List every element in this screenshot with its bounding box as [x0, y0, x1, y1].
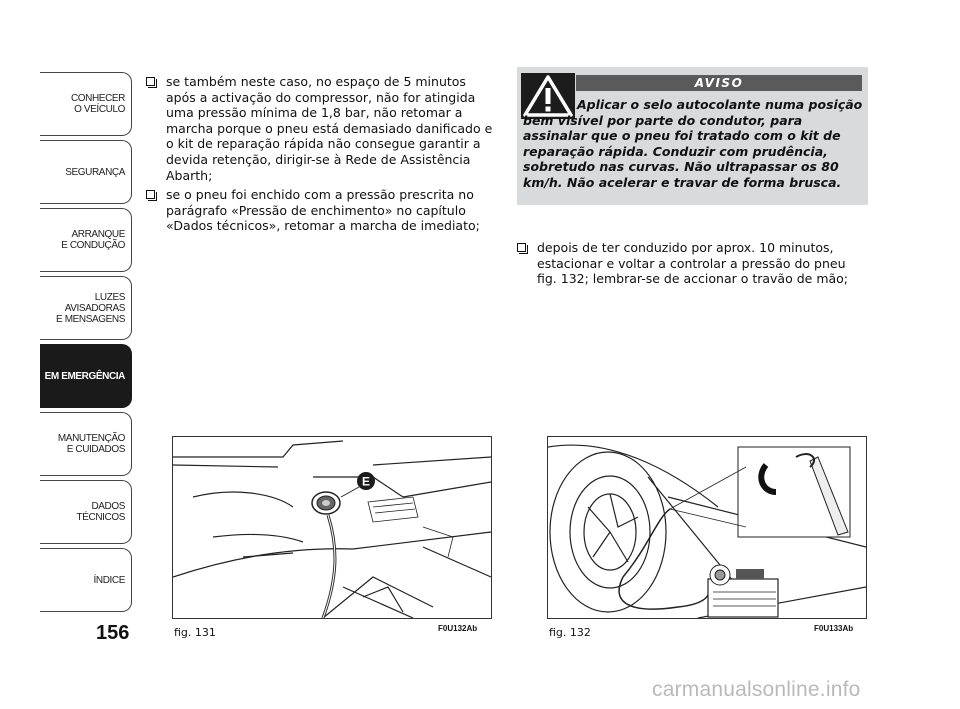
checkbox-bullet-icon: [146, 77, 155, 86]
figure-132-code: F0U133Ab: [814, 624, 854, 633]
tab-label: LUZES AVISADORAS E MENSAGENS: [56, 291, 125, 325]
bullet-text: depois de ter conduzido por aprox. 10 minutos, estacionar e voltar a controlar a pressão do pneu fig. 132; lembrar-se de accionar o travão de mão;: [537, 240, 849, 287]
tab-arranque-e-conducao[interactable]: [40, 208, 132, 272]
tab-luzes-avisadoras[interactable]: [40, 276, 132, 340]
tab-label: ARRANQUE E CONDUÇÃO: [61, 229, 125, 251]
tab-label: CONHECER O VEÍCULO: [70, 93, 125, 115]
bullet-text: se também neste caso, no espaço de 5 minutos após a activação do compressor, não for atingida uma pressão mínima de 1,8 bar, não retomar a marcha porque o pneu está demasiado danificado e o kit de reparação rápida não consegue garantir a devida retenção, dirigir-se à Rede de Assistência Abarth;: [166, 74, 493, 183]
label-e: E: [361, 474, 371, 489]
figure-131-code: F0U132Ab: [438, 624, 478, 633]
figure-132-caption: fig. 132: [549, 626, 591, 639]
left-column: [146, 74, 496, 238]
list-item: [146, 74, 496, 183]
tire-inflation-illustration: [548, 437, 866, 618]
tab-label: MANUTENÇÃO E CUIDADOS: [57, 433, 125, 455]
tab-label: DADOS TÉCNICOS: [76, 501, 125, 523]
tab-em-emergencia[interactable]: [40, 344, 132, 408]
right-column: [517, 240, 869, 291]
figure-131-caption: fig. 131: [174, 626, 216, 639]
tire-repair-kit-socket-illustration: [173, 437, 491, 618]
list-item: [146, 187, 496, 234]
warning-text: Aplicar o selo autocolante numa posição bem visível por parte do condutor, para assinalar que o pneu foi tratado com o kit de reparação rápida. Conduzir com prudência, sobretudo nas curvas. Não ultrapassar os 80 km/h. Não acelerar e travar de forma brusca.: [523, 97, 863, 190]
page-number: 156: [96, 622, 130, 644]
tab-seguranca[interactable]: [40, 140, 132, 204]
warning-title: AVISO: [576, 75, 862, 91]
tab-indice[interactable]: [40, 548, 132, 612]
tab-label: EM EMERGÊNCIA: [44, 370, 125, 382]
bullet-text: se o pneu foi enchido com a pressão prescrita no parágrafo «Pressão de enchimento» no capítulo «Dados técnicos», retomar a marcha de imediato;: [166, 187, 480, 234]
tab-dados-tecnicos[interactable]: [40, 480, 132, 544]
checkbox-bullet-icon: [517, 243, 526, 252]
checkbox-bullet-icon: [146, 190, 155, 199]
tab-manutencao-e-cuidados[interactable]: [40, 412, 132, 476]
tab-conhecer-o-veiculo[interactable]: [40, 72, 132, 136]
tab-label: SEGURANÇA: [65, 166, 125, 178]
figure-131: [172, 436, 492, 619]
warning-box: [517, 67, 868, 205]
watermark: carmanualsonline.info: [652, 678, 861, 701]
list-item: [517, 240, 869, 287]
tab-label: ÍNDICE: [93, 574, 125, 586]
figure-132: [547, 436, 867, 619]
